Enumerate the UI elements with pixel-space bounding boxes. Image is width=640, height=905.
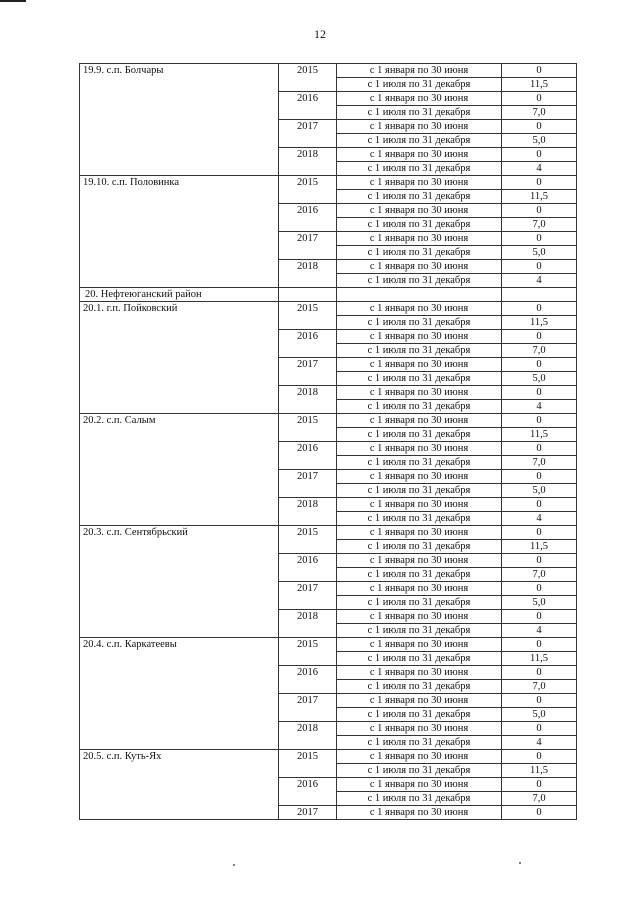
year-cell: 2016 bbox=[279, 554, 337, 582]
period-cell: с 1 июля по 31 декабря bbox=[337, 792, 502, 806]
settlement-name: 20.2. с.п. Салым bbox=[80, 414, 279, 526]
period-cell: с 1 января по 30 июня bbox=[337, 722, 502, 736]
value-cell: 0 bbox=[502, 358, 577, 372]
period-cell: с 1 января по 30 июня bbox=[337, 582, 502, 596]
period-cell: с 1 января по 30 июня bbox=[337, 232, 502, 246]
value-cell: 11,5 bbox=[502, 316, 577, 330]
year-cell: 2017 bbox=[279, 470, 337, 498]
value-cell: 0 bbox=[502, 64, 577, 78]
value-cell: 5,0 bbox=[502, 246, 577, 260]
period-cell: с 1 июля по 31 декабря bbox=[337, 400, 502, 414]
page-number: 12 bbox=[314, 27, 326, 41]
period-cell: с 1 января по 30 июня bbox=[337, 778, 502, 792]
value-cell: 0 bbox=[502, 666, 577, 680]
value-cell: 7,0 bbox=[502, 106, 577, 120]
period-cell: с 1 июля по 31 декабря bbox=[337, 708, 502, 722]
value-cell: 0 bbox=[502, 204, 577, 218]
settlement-name: 20.3. с.п. Сентябрьский bbox=[80, 526, 279, 638]
settlement-name: 20.4. с.п. Каркатеевы bbox=[80, 638, 279, 750]
value-cell: 0 bbox=[502, 414, 577, 428]
value-cell: 11,5 bbox=[502, 540, 577, 554]
year-cell: 2017 bbox=[279, 806, 337, 820]
table-row bbox=[80, 414, 577, 428]
period-cell: с 1 июля по 31 декабря bbox=[337, 736, 502, 750]
value-cell: 0 bbox=[502, 232, 577, 246]
value-cell: 0 bbox=[502, 148, 577, 162]
value-cell: 4 bbox=[502, 162, 577, 176]
value-cell: 11,5 bbox=[502, 78, 577, 92]
tariff-table bbox=[79, 63, 577, 820]
value-cell: 5,0 bbox=[502, 134, 577, 148]
year-cell: 2016 bbox=[279, 204, 337, 232]
value-cell: 0 bbox=[502, 526, 577, 540]
value-cell: 7,0 bbox=[502, 218, 577, 232]
value-cell: 4 bbox=[502, 624, 577, 638]
value-cell: 0 bbox=[502, 610, 577, 624]
table-row bbox=[80, 302, 577, 316]
period-cell: с 1 июля по 31 декабря bbox=[337, 596, 502, 610]
period-cell: с 1 января по 30 июня bbox=[337, 750, 502, 764]
value-cell: 4 bbox=[502, 736, 577, 750]
period-cell: с 1 июля по 31 декабря bbox=[337, 78, 502, 92]
year-cell: 2017 bbox=[279, 120, 337, 148]
period-cell: с 1 июля по 31 декабря bbox=[337, 106, 502, 120]
period-cell: с 1 июля по 31 декабря bbox=[337, 134, 502, 148]
value-cell: 0 bbox=[502, 120, 577, 134]
period-cell: с 1 июля по 31 декабря bbox=[337, 162, 502, 176]
period-cell: с 1 января по 30 июня bbox=[337, 554, 502, 568]
value-cell: 11,5 bbox=[502, 190, 577, 204]
value-cell: 0 bbox=[502, 302, 577, 316]
value-cell: 7,0 bbox=[502, 568, 577, 582]
value-cell: 0 bbox=[502, 386, 577, 400]
period-cell: с 1 января по 30 июня bbox=[337, 358, 502, 372]
period-cell: с 1 июля по 31 декабря bbox=[337, 652, 502, 666]
value-cell: 0 bbox=[502, 582, 577, 596]
district-header: 20. Нефтеюганский район bbox=[80, 288, 279, 302]
value-cell: 0 bbox=[502, 806, 577, 820]
table-row bbox=[80, 638, 577, 652]
empty-cell bbox=[337, 288, 502, 302]
table-row bbox=[80, 750, 577, 764]
value-cell: 0 bbox=[502, 722, 577, 736]
period-cell: с 1 июля по 31 декабря bbox=[337, 428, 502, 442]
year-cell: 2015 bbox=[279, 526, 337, 554]
year-cell: 2018 bbox=[279, 610, 337, 638]
period-cell: с 1 июля по 31 декабря bbox=[337, 484, 502, 498]
value-cell: 5,0 bbox=[502, 596, 577, 610]
period-cell: с 1 января по 30 июня bbox=[337, 666, 502, 680]
period-cell: с 1 июля по 31 декабря bbox=[337, 274, 502, 288]
period-cell: с 1 января по 30 июня bbox=[337, 330, 502, 344]
year-cell: 2015 bbox=[279, 638, 337, 666]
period-cell: с 1 июля по 31 декабря bbox=[337, 624, 502, 638]
value-cell: 0 bbox=[502, 694, 577, 708]
period-cell: с 1 июля по 31 декабря bbox=[337, 568, 502, 582]
year-cell: 2015 bbox=[279, 414, 337, 442]
period-cell: с 1 июля по 31 декабря bbox=[337, 316, 502, 330]
scan-speck bbox=[519, 862, 521, 864]
value-cell: 4 bbox=[502, 400, 577, 414]
tariff-table-body bbox=[80, 64, 577, 820]
period-cell: с 1 июля по 31 декабря bbox=[337, 372, 502, 386]
period-cell: с 1 января по 30 июня bbox=[337, 204, 502, 218]
value-cell: 0 bbox=[502, 92, 577, 106]
period-cell: с 1 января по 30 июня bbox=[337, 806, 502, 820]
table-row bbox=[80, 176, 577, 190]
value-cell: 4 bbox=[502, 274, 577, 288]
period-cell: с 1 января по 30 июня bbox=[337, 64, 502, 78]
value-cell: 0 bbox=[502, 498, 577, 512]
year-cell: 2017 bbox=[279, 582, 337, 610]
value-cell: 0 bbox=[502, 260, 577, 274]
settlement-name: 19.10. с.п. Половинка bbox=[80, 176, 279, 288]
scan-speck bbox=[233, 864, 235, 866]
year-cell: 2016 bbox=[279, 442, 337, 470]
value-cell: 7,0 bbox=[502, 456, 577, 470]
period-cell: с 1 января по 30 июня bbox=[337, 120, 502, 134]
period-cell: с 1 июля по 31 декабря bbox=[337, 540, 502, 554]
value-cell: 0 bbox=[502, 638, 577, 652]
table-row bbox=[80, 526, 577, 540]
period-cell: с 1 января по 30 июня bbox=[337, 470, 502, 484]
value-cell: 11,5 bbox=[502, 652, 577, 666]
period-cell: с 1 июля по 31 декабря bbox=[337, 512, 502, 526]
period-cell: с 1 января по 30 июня bbox=[337, 176, 502, 190]
year-cell: 2018 bbox=[279, 148, 337, 176]
year-cell: 2018 bbox=[279, 386, 337, 414]
period-cell: с 1 июля по 31 декабря bbox=[337, 764, 502, 778]
year-cell: 2015 bbox=[279, 750, 337, 778]
period-cell: с 1 июля по 31 декабря bbox=[337, 190, 502, 204]
year-cell: 2017 bbox=[279, 232, 337, 260]
year-cell: 2017 bbox=[279, 358, 337, 386]
period-cell: с 1 января по 30 июня bbox=[337, 610, 502, 624]
year-cell: 2016 bbox=[279, 778, 337, 806]
period-cell: с 1 июля по 31 декабря bbox=[337, 456, 502, 470]
value-cell: 7,0 bbox=[502, 680, 577, 694]
value-cell: 0 bbox=[502, 778, 577, 792]
value-cell: 0 bbox=[502, 554, 577, 568]
year-cell: 2016 bbox=[279, 92, 337, 120]
value-cell: 11,5 bbox=[502, 428, 577, 442]
period-cell: с 1 июля по 31 декабря bbox=[337, 680, 502, 694]
year-cell: 2018 bbox=[279, 498, 337, 526]
value-cell: 5,0 bbox=[502, 708, 577, 722]
value-cell: 0 bbox=[502, 750, 577, 764]
year-cell: 2015 bbox=[279, 302, 337, 330]
year-cell: 2016 bbox=[279, 666, 337, 694]
value-cell: 5,0 bbox=[502, 372, 577, 386]
value-cell: 11,5 bbox=[502, 764, 577, 778]
period-cell: с 1 января по 30 июня bbox=[337, 92, 502, 106]
year-cell: 2017 bbox=[279, 694, 337, 722]
year-cell: 2018 bbox=[279, 722, 337, 750]
settlement-name: 20.5. с.п. Куть-Ях bbox=[80, 750, 279, 820]
period-cell: с 1 июля по 31 декабря bbox=[337, 218, 502, 232]
scan-mark bbox=[0, 0, 26, 2]
year-cell: 2015 bbox=[279, 64, 337, 92]
value-cell: 4 bbox=[502, 512, 577, 526]
period-cell: с 1 января по 30 июня bbox=[337, 386, 502, 400]
value-cell: 5,0 bbox=[502, 484, 577, 498]
period-cell: с 1 января по 30 июня bbox=[337, 414, 502, 428]
year-cell: 2018 bbox=[279, 260, 337, 288]
value-cell: 0 bbox=[502, 470, 577, 484]
table-row bbox=[80, 64, 577, 78]
value-cell: 0 bbox=[502, 330, 577, 344]
settlement-name: 20.1. г.п. Пойковский bbox=[80, 302, 279, 414]
period-cell: с 1 января по 30 июня bbox=[337, 148, 502, 162]
year-cell: 2015 bbox=[279, 176, 337, 204]
period-cell: с 1 января по 30 июня bbox=[337, 638, 502, 652]
period-cell: с 1 января по 30 июня bbox=[337, 526, 502, 540]
value-cell: 0 bbox=[502, 176, 577, 190]
empty-cell bbox=[502, 288, 577, 302]
settlement-name: 19.9. с.п. Болчары bbox=[80, 64, 279, 176]
empty-cell bbox=[279, 288, 337, 302]
value-cell: 0 bbox=[502, 442, 577, 456]
period-cell: с 1 июля по 31 декабря bbox=[337, 344, 502, 358]
period-cell: с 1 июля по 31 декабря bbox=[337, 246, 502, 260]
period-cell: с 1 января по 30 июня bbox=[337, 302, 502, 316]
period-cell: с 1 января по 30 июня bbox=[337, 498, 502, 512]
period-cell: с 1 января по 30 июня bbox=[337, 442, 502, 456]
value-cell: 7,0 bbox=[502, 792, 577, 806]
value-cell: 7,0 bbox=[502, 344, 577, 358]
district-header-row bbox=[80, 288, 577, 302]
period-cell: с 1 января по 30 июня bbox=[337, 694, 502, 708]
year-cell: 2016 bbox=[279, 330, 337, 358]
period-cell: с 1 января по 30 июня bbox=[337, 260, 502, 274]
